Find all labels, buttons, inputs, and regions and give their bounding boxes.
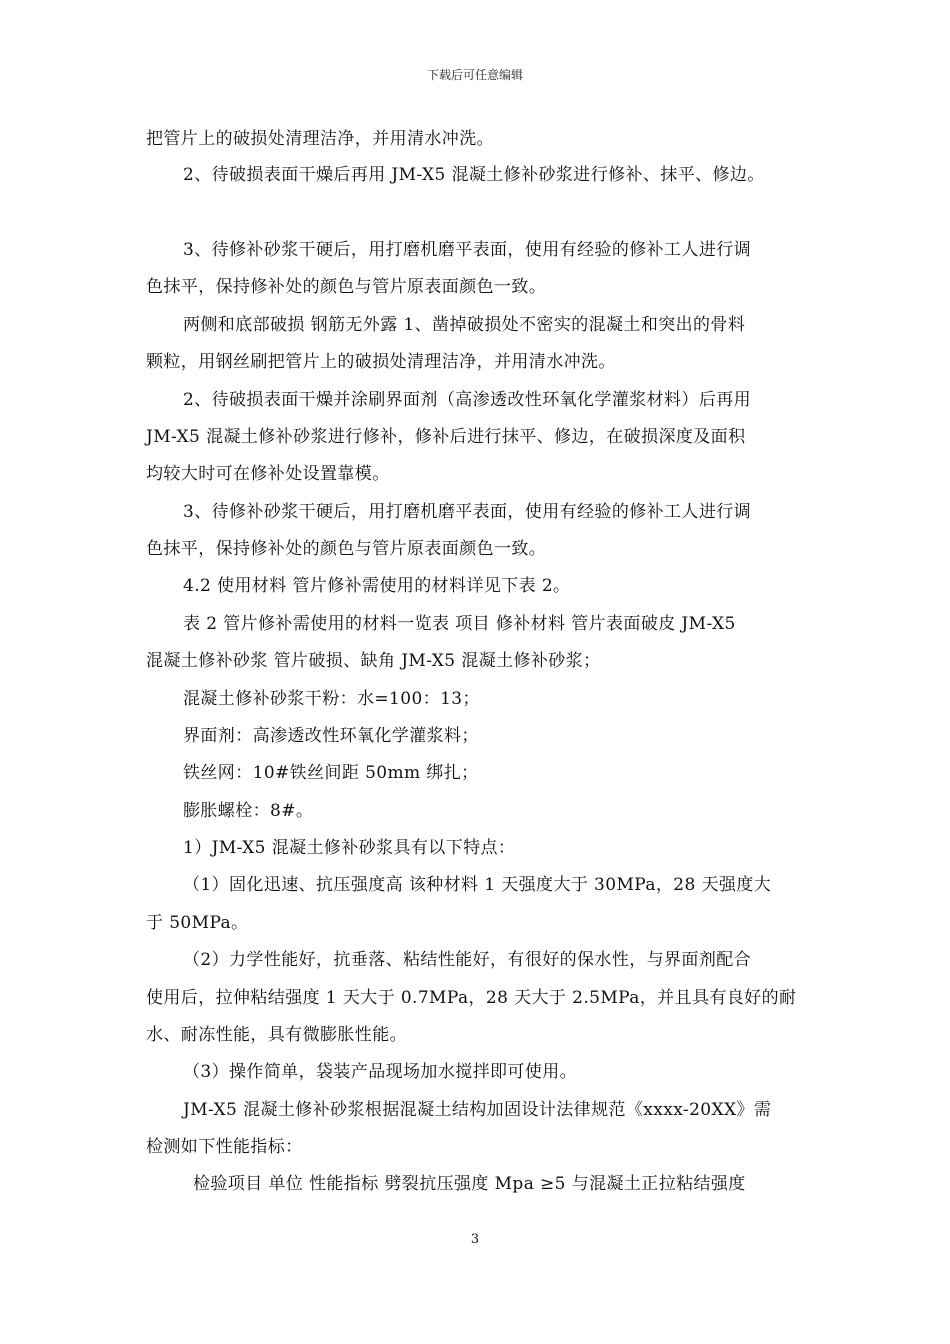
body-line: 界面剂：高渗透改性环氧化学灌浆料； — [183, 726, 479, 746]
body-line: 3、待修补砂浆干硬后，用打磨机磨平表面，使用有经验的修补工人进行调 — [183, 502, 752, 522]
body-line: 色抹平，保持修补处的颜色与管片原表面颜色一致。 — [146, 277, 547, 297]
body-line: 混凝土修补砂浆 管片破损、缺角 JM-X5 混凝土修补砂浆； — [146, 651, 601, 671]
body-line: 均较大时可在修补处设置靠模。 — [146, 464, 390, 484]
body-line: 膨胀螺栓：8#。 — [183, 801, 314, 821]
body-line: 把管片上的破损处清理洁净，并用清水冲洗。 — [146, 129, 494, 149]
body-line: JM-X5 混凝土修补砂浆根据混凝土结构加固设计法律规范《xxxx-20XX》需 — [183, 1100, 772, 1120]
body-line: （3）操作简单，袋装产品现场加水搅拌即可使用。 — [183, 1062, 578, 1082]
body-line: 色抹平，保持修补处的颜色与管片原表面颜色一致。 — [146, 539, 547, 559]
body-line: 1）JM-X5 混凝土修补砂浆具有以下特点： — [183, 838, 516, 858]
body-line: 水、耐冻性能，具有微膨胀性能。 — [146, 1025, 407, 1045]
body-line: 于 50MPa。 — [146, 913, 249, 933]
body-line: 3、待修补砂浆干硬后，用打磨机磨平表面，使用有经验的修补工人进行调 — [183, 240, 752, 260]
body-line: 使用后，拉伸粘结强度 1 天大于 0.7MPa，28 天大于 2.5MPa，并且具有良好的耐 — [146, 988, 797, 1008]
body-line: （2）力学性能好，抗垂落、粘结性能好，有很好的保水性，与界面剂配合 — [183, 950, 752, 970]
body-line: 2、待破损表面干燥并涂刷界面剂（高渗透改性环氧化学灌浆材料）后再用 — [183, 390, 752, 410]
body-line: JM-X5 混凝土修补砂浆进行修补，修补后进行抹平、修边，在破损深度及面积 — [146, 427, 746, 447]
body-line: 铁丝网：10#铁丝间距 50mm 绑扎； — [183, 763, 479, 783]
body-line: 2、待破损表面干燥后再用 JM-X5 混凝土修补砂浆进行修补、抹平、修边。 — [183, 165, 765, 185]
body-line: 4.2 使用材料 管片修补需使用的材料详见下表 2。 — [183, 576, 571, 596]
body-line: 检测如下性能指标： — [146, 1137, 303, 1157]
body-line: 混凝土修补砂浆干粉：水=100：13； — [183, 689, 480, 709]
body-line: 颗粒，用钢丝刷把管片上的破损处清理洁净，并用清水冲洗。 — [146, 352, 616, 372]
page-number: 3 — [470, 1232, 480, 1247]
body-line: 两侧和底部破损 钢筋无外露 1、凿掉破损处不密实的混凝土和突出的骨料 — [183, 315, 746, 335]
page-header: 下载后可任意编辑 — [426, 68, 523, 82]
body-line: 检验项目 单位 性能指标 劈裂抗压强度 Mpa ≥5 与混凝土正拉粘结强度 — [193, 1174, 746, 1194]
body-line: （1）固化迅速、抗压强度高 该种材料 1 天强度大于 30MPa，28 天强度大 — [183, 875, 772, 895]
body-line: 表 2 管片修补需使用的材料一览表 项目 修补材料 管片表面破皮 JM-X5 — [183, 614, 736, 634]
